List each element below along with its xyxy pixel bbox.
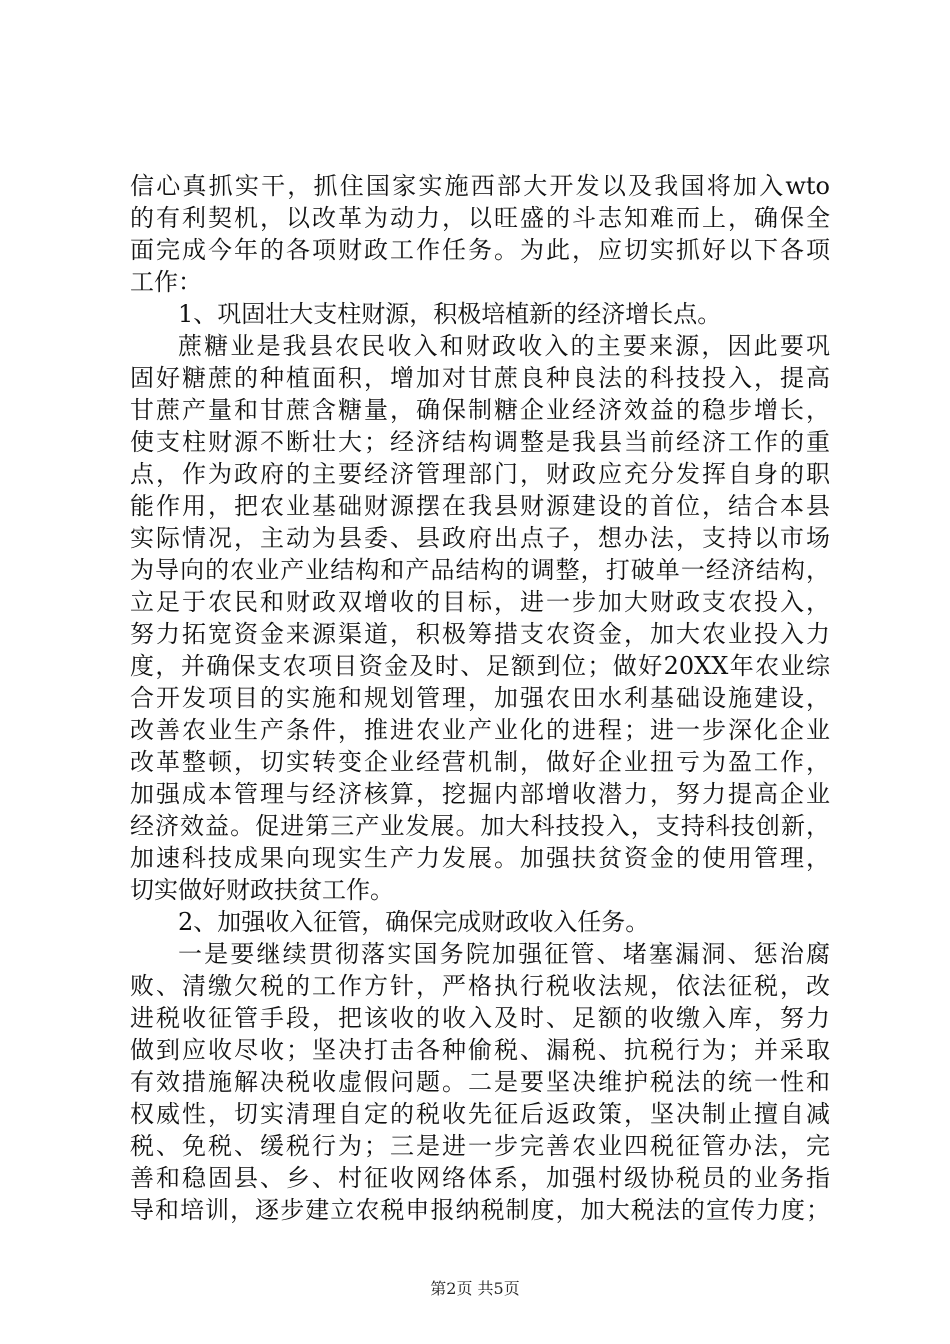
text-line: 切实做好财政扶贫工作。: [130, 876, 394, 904]
text-line: 导和培训，逐步建立农税申报纳税制度，加大税法的宣传力度；: [130, 1196, 830, 1224]
text-line: 改革整顿，切实转变企业经营机制，做好企业扭亏为盈工作，: [130, 748, 830, 776]
text-line: 做到应收尽收；坚决打击各种偷税、漏税、抗税行为；并采取: [130, 1036, 830, 1064]
text-line: 面完成今年的各项财政工作任务。为此，应切实抓好以下各项: [130, 236, 830, 264]
text-line: 使支柱财源不断壮大；经济结构调整是我县当前经济工作的重: [130, 428, 830, 456]
text-line: 蔗糖业是我县农民收入和财政收入的主要来源，因此要巩: [178, 332, 830, 360]
text-line: 经济效益。促进第三产业发展。加大科技投入，支持科技创新，: [130, 812, 830, 840]
text-line: 有效措施解决税收虚假问题。二是要坚决维护税法的统一性和: [130, 1068, 830, 1096]
text-line: 信心真抓实干，抓住国家实施西部大开发以及我国将加入wto: [130, 172, 830, 200]
text-line: 立足于农民和财政双增收的目标，进一步加大财政支农投入，: [130, 588, 830, 616]
text-line: 能作用，把农业基础财源摆在我县财源建设的首位，结合本县: [130, 492, 830, 520]
document-body: [130, 170, 830, 1226]
text-line: 进税收征管手段，把该收的收入及时、足额的收缴入库，努力: [130, 1004, 830, 1032]
text-line: 实际情况，主动为县委、县政府出点子，想办法，支持以市场: [130, 524, 830, 552]
section-heading-1: 1、巩固壮大支柱财源，积极培植新的经济增长点。: [178, 300, 722, 328]
page-number-footer: 第2页 共5页: [430, 1279, 520, 1298]
section-heading-2: 2、加强收入征管，确保完成财政收入任务。: [178, 908, 650, 936]
text-line: 点，作为政府的主要经济管理部门，财政应充分发挥自身的职: [130, 460, 830, 488]
text-line: 一是要继续贯彻落实国务院加强征管、堵塞漏洞、惩治腐: [178, 940, 830, 968]
text-line: 努力拓宽资金来源渠道，积极筹措支农资金，加大农业投入力: [130, 620, 830, 648]
text-line: 税、免税、缓税行为；三是进一步完善农业四税征管办法，完: [130, 1132, 830, 1160]
text-line: 加速科技成果向现实生产力发展。加强扶贫资金的使用管理，: [130, 844, 830, 872]
text-line: 度，并确保支农项目资金及时、足额到位；做好20XX年农业综: [130, 652, 830, 680]
text-line: 为导向的农业产业结构和产品结构的调整，打破单一经济结构，: [130, 556, 830, 584]
text-line: 权威性，切实清理自定的税收先征后返政策，坚决制止擅自减: [130, 1100, 830, 1128]
text-line: 改善农业生产条件，推进农业产业化的进程；进一步深化企业: [130, 716, 830, 744]
text-line: 合开发项目的实施和规划管理，加强农田水利基础设施建设，: [130, 684, 830, 712]
text-line: 工作：: [130, 268, 202, 296]
text-line: 加强成本管理与经济核算，挖掘内部增收潜力，努力提高企业: [130, 780, 830, 808]
text-line: 甘蔗产量和甘蔗含糖量，确保制糖企业经济效益的稳步增长，: [130, 396, 830, 424]
text-line: 败、清缴欠税的工作方针，严格执行税收法规，依法征税，改: [130, 972, 830, 1000]
text-line: 固好糖蔗的种植面积，增加对甘蔗良种良法的科技投入，提高: [130, 364, 830, 392]
text-line: 善和稳固县、乡、村征收网络体系，加强村级协税员的业务指: [130, 1164, 830, 1192]
text-line: 的有利契机，以改革为动力，以旺盛的斗志知难而上，确保全: [130, 204, 830, 232]
